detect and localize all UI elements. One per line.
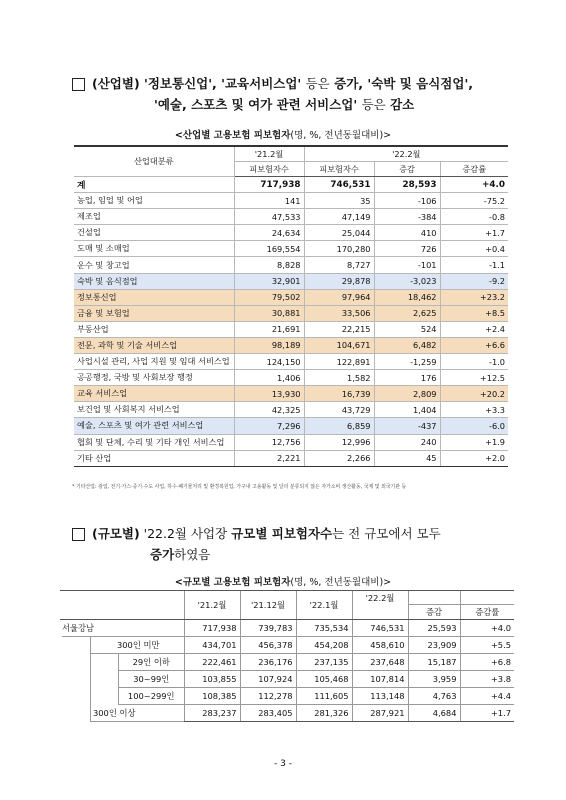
section1-text: '정보통신업', '교육서비스업': [144, 76, 302, 91]
cell-rate: +1.9: [440, 434, 508, 450]
row-label: [60, 637, 184, 654]
cell-2022: 170,280: [304, 241, 374, 257]
cell-f: +6.8: [460, 654, 514, 671]
table-row: [74, 257, 508, 273]
cell-2022: 29,878: [304, 273, 374, 289]
cell-2022: 22,215: [304, 321, 374, 337]
table-row: [60, 688, 514, 705]
cell-2022: 12,996: [304, 434, 374, 450]
table-row: [74, 289, 508, 305]
cell-rate: +12.5: [440, 370, 508, 386]
cell-rate: +23.2: [440, 289, 508, 305]
cell-change: -437: [374, 418, 440, 434]
cell-2022: 47,149: [304, 209, 374, 225]
cell-2021: 141: [234, 193, 304, 209]
cell-rate: -0.8: [440, 209, 508, 225]
cell-e: 23,909: [408, 637, 460, 654]
row-label: 부동산업: [74, 321, 234, 337]
section2-text: 규모별 피보험자수: [231, 526, 333, 541]
cell-d: 458,610: [352, 637, 408, 654]
cell-b: 739,783: [240, 620, 296, 637]
cell-b: 283,405: [240, 705, 296, 722]
cell-2021: 12,756: [234, 434, 304, 450]
section1-text: 감소: [390, 97, 415, 112]
row-label: 교육 서비스업: [74, 386, 234, 402]
table-row: [74, 225, 508, 241]
header-change: 증감: [374, 162, 440, 177]
cell-a: 222,461: [184, 654, 240, 671]
cell-rate: -9.2: [440, 273, 508, 289]
row-label: [60, 654, 184, 671]
cell-2022: 43,729: [304, 402, 374, 418]
cell-2021: 32,901: [234, 273, 304, 289]
cell-b: 107,924: [240, 671, 296, 688]
cell-2022: 16,739: [304, 386, 374, 402]
cell-rate: +4.0: [440, 177, 508, 193]
header-2022: '22.2월: [304, 146, 508, 162]
row-label: 공공행정, 국방 및 사회보장 행정: [74, 370, 234, 386]
cell-b: 112,278: [240, 688, 296, 705]
cell-change: 2,809: [374, 386, 440, 402]
cell-rate: +2.0: [440, 450, 508, 466]
cell-f: +1.7: [460, 705, 514, 722]
table-row: [74, 177, 508, 193]
header-2021: '21.2월: [234, 146, 304, 162]
cell-2021: 169,554: [234, 241, 304, 257]
table-row: [74, 337, 508, 353]
header-insured: 피보험자수: [304, 162, 374, 177]
cell-2022: 97,964: [304, 289, 374, 305]
section1-heading: [92, 73, 532, 115]
cell-2021: 30,881: [234, 305, 304, 321]
header-spacer: [408, 591, 460, 605]
cell-a: 434,701: [184, 637, 240, 654]
header-2022-2: '22.2월: [352, 591, 408, 605]
cell-a: 108,385: [184, 688, 240, 705]
cell-2022: 122,891: [304, 354, 374, 370]
header-spacer: [460, 591, 514, 605]
section1-text: 등은: [305, 76, 330, 91]
table-row: [74, 273, 508, 289]
row-label: 운수 및 창고업: [74, 257, 234, 273]
row-label: 사업시설 관리, 사업 지원 및 임대 서비스업: [74, 354, 234, 370]
header-rate: 증감률: [460, 605, 514, 620]
cell-e: 25,593: [408, 620, 460, 637]
section2-text: 증가: [150, 547, 175, 562]
cell-rate: -1.0: [440, 354, 508, 370]
table-row: [74, 209, 508, 225]
checkbox-marker-1: [72, 75, 91, 94]
cell-2022: 2,266: [304, 450, 374, 466]
caption-bold: <규모별 고용보험 피보험자: [174, 577, 291, 588]
header-2022-1: '22.1월: [296, 591, 352, 620]
cell-2022: 8,727: [304, 257, 374, 273]
cell-2021: 98,189: [234, 337, 304, 353]
cell-2021: 47,533: [234, 209, 304, 225]
table1-note: * 기타산업: 광업, 전기·가스·증기·수도 사업, 하수·폐기물처리 및 환경복원업, 가구내 고용활동 및 달리 분류되지 않은 자가소비 생산활동, 국제 및 외국기관 등: [72, 484, 407, 490]
table-row: [74, 450, 508, 466]
row-label: 건설업: [74, 225, 234, 241]
row-label: [60, 688, 184, 705]
section2-text: 하였음: [174, 547, 211, 562]
section2-marker: (규모별): [92, 526, 140, 541]
table-row: [74, 321, 508, 337]
table-row: [60, 705, 514, 722]
table-row: [60, 654, 514, 671]
cell-rate: +1.7: [440, 225, 508, 241]
cell-rate: +0.4: [440, 241, 508, 257]
cell-c: 111,605: [296, 688, 352, 705]
industry-table: [74, 145, 508, 467]
cell-a: 103,855: [184, 671, 240, 688]
cell-rate: +8.5: [440, 305, 508, 321]
cell-2022: 35: [304, 193, 374, 209]
cell-change: 176: [374, 370, 440, 386]
cell-2021: 13,930: [234, 386, 304, 402]
row-label-text: 100~299인: [127, 690, 175, 701]
cell-rate: +2.4: [440, 321, 508, 337]
cell-d: 287,921: [352, 705, 408, 722]
cell-2021: 2,221: [234, 450, 304, 466]
cell-change: 240: [374, 434, 440, 450]
cell-e: 4,763: [408, 688, 460, 705]
cell-rate: +20.2: [440, 386, 508, 402]
caption-rest: (명, %, 전년동월대비)>: [290, 130, 392, 141]
cell-f: +4.0: [460, 620, 514, 637]
cell-b: 236,176: [240, 654, 296, 671]
cell-e: 4,684: [408, 705, 460, 722]
cell-2022: 33,506: [304, 305, 374, 321]
cell-change: 726: [374, 241, 440, 257]
cell-change: 410: [374, 225, 440, 241]
header-change: 증감: [408, 605, 460, 620]
cell-f: +5.5: [460, 637, 514, 654]
cell-change: -101: [374, 257, 440, 273]
cell-2021: 21,691: [234, 321, 304, 337]
cell-2021: 24,634: [234, 225, 304, 241]
cell-a: 717,938: [184, 620, 240, 637]
cell-e: 15,187: [408, 654, 460, 671]
cell-2022: 746,531: [304, 177, 374, 193]
cell-2021: 8,828: [234, 257, 304, 273]
section2-heading: [72, 523, 538, 565]
size-table: [60, 590, 514, 722]
row-label: 예술, 스포츠 및 여가 관련 서비스업: [74, 418, 234, 434]
cell-a: 283,237: [184, 705, 240, 722]
row-label: 숙박 및 음식점업: [74, 273, 234, 289]
cell-b: 456,378: [240, 637, 296, 654]
row-label: 전문, 과학 및 기술 서비스업: [74, 337, 234, 353]
table-row: [60, 671, 514, 688]
caption-rest: (명, %, 전년동월대비)>: [290, 577, 392, 588]
cell-2021: 1,406: [234, 370, 304, 386]
cell-d: 746,531: [352, 620, 408, 637]
cell-change: -1,259: [374, 354, 440, 370]
table-row: [74, 418, 508, 434]
table-row: [74, 193, 508, 209]
row-label: 보건업 및 사회복지 서비스업: [74, 402, 234, 418]
row-label: [60, 620, 184, 637]
cell-2021: 717,938: [234, 177, 304, 193]
cell-c: 237,135: [296, 654, 352, 671]
cell-change: 524: [374, 321, 440, 337]
cell-2021: 124,150: [234, 354, 304, 370]
table1-caption: [0, 127, 566, 141]
cell-d: 237,648: [352, 654, 408, 671]
cell-rate: -1.1: [440, 257, 508, 273]
row-label: 도매 및 소매업: [74, 241, 234, 257]
cell-rate: -75.2: [440, 193, 508, 209]
cell-rate: +3.3: [440, 402, 508, 418]
header-blank: [60, 591, 184, 620]
cell-change: 6,482: [374, 337, 440, 353]
table-row: [74, 354, 508, 370]
row-label: [60, 705, 184, 722]
row-label: 기타 산업: [74, 450, 234, 466]
table-row: [60, 620, 514, 637]
cell-change: 45: [374, 450, 440, 466]
table2-caption: [0, 574, 566, 588]
table-row: [74, 386, 508, 402]
cell-change: 28,593: [374, 177, 440, 193]
row-label-text: 300인 이상: [93, 707, 136, 718]
cell-2021: 42,325: [234, 402, 304, 418]
page-number: - 3 -: [274, 759, 292, 769]
cell-2022: 104,671: [304, 337, 374, 353]
cell-d: 107,814: [352, 671, 408, 688]
row-label: 계: [74, 177, 234, 193]
row-label-text: 30~99인: [133, 673, 170, 684]
cell-f: +3.8: [460, 671, 514, 688]
cell-change: 1,404: [374, 402, 440, 418]
table-row: [74, 370, 508, 386]
row-label-text: 29인 이하: [132, 656, 170, 667]
header-rate: 증감률: [440, 162, 508, 177]
section2-text: '22.2월 사업장: [143, 526, 228, 541]
cell-change: -384: [374, 209, 440, 225]
section1-text: 등은: [361, 97, 386, 112]
row-label-text: 300인 미만: [116, 639, 160, 650]
section1-text: '예술, 스포츠 및 여가 관련 서비스업': [154, 97, 358, 112]
cell-rate: +6.6: [440, 337, 508, 353]
row-label-text: 서울강남: [62, 622, 95, 633]
cell-rate: -6.0: [440, 418, 508, 434]
section1-text: '숙박 및 음식점업',: [367, 76, 474, 91]
caption-bold: <산업별 고용보험 피보험자: [174, 130, 291, 141]
header-2021-2: '21.2월: [184, 591, 240, 620]
header-category: 산업대분류: [74, 146, 234, 177]
cell-c: 281,326: [296, 705, 352, 722]
row-label: [60, 671, 184, 688]
cell-c: 454,208: [296, 637, 352, 654]
cell-change: -3,023: [374, 273, 440, 289]
cell-2022: 25,044: [304, 225, 374, 241]
row-label: 정보통신업: [74, 289, 234, 305]
cell-c: 105,468: [296, 671, 352, 688]
cell-2021: 79,502: [234, 289, 304, 305]
section2-text: 는 전 규모에서 모두: [332, 526, 441, 541]
row-label: 제조업: [74, 209, 234, 225]
cell-change: 18,462: [374, 289, 440, 305]
cell-2022: 6,859: [304, 418, 374, 434]
row-label: 협회 및 단체, 수리 및 기타 개인 서비스업: [74, 434, 234, 450]
table-row: [74, 305, 508, 321]
table-row: [74, 434, 508, 450]
cell-d: 113,148: [352, 688, 408, 705]
cell-2022: 1,582: [304, 370, 374, 386]
cell-2021: 7,296: [234, 418, 304, 434]
table-row: [74, 402, 508, 418]
header-2021-12: '21.12월: [240, 591, 296, 620]
table-row: [60, 637, 514, 654]
row-label: 금융 및 보험업: [74, 305, 234, 321]
row-label: 농업, 임업 및 어업: [74, 193, 234, 209]
table-row: [74, 241, 508, 257]
cell-c: 735,534: [296, 620, 352, 637]
header-insured: 피보험자수: [234, 162, 304, 177]
cell-change: 2,625: [374, 305, 440, 321]
cell-f: +4.4: [460, 688, 514, 705]
section1-marker: (산업별): [92, 76, 140, 91]
header-empty: [352, 605, 408, 620]
cell-e: 3,959: [408, 671, 460, 688]
section1-text: 증가,: [334, 76, 364, 91]
cell-change: -106: [374, 193, 440, 209]
